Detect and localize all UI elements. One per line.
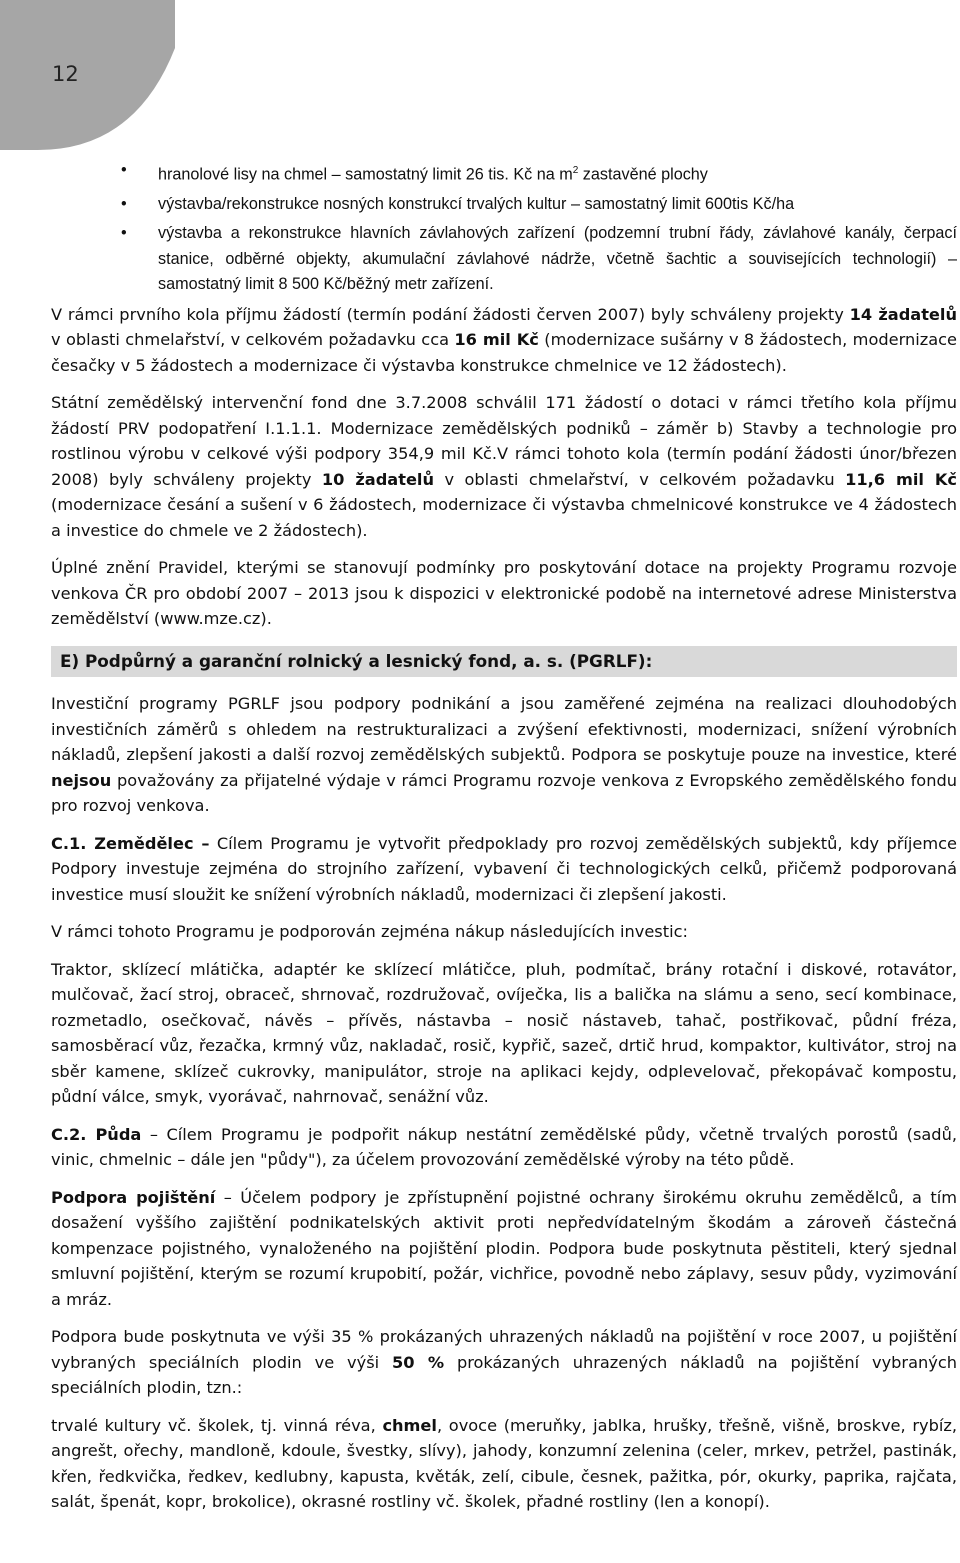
- list-item: • hranolové lisy na chmel – samostatný limit 26 tis. Kč na $m^2$ zastavěné plochy: [51, 158, 957, 188]
- paragraph-crops: trvalé kultury vč. školek, tj. vinná réva, chmel, ovoce (meruňky, jablka, hrušky, třešně, višně, broskve, rybíz, angrešt, ořechy, mandloně, kdoule, švestky, slívy), jahody, konzumní zelenina (celer, mrkev, petržel, pastinák, křen, ředkvička, ředkev, kedlubny, kapusta, květák, zelí, cibule, česnek, pažitka, pór, okurky, paprika, rajčata, salát, špenát, kopr, brokolice), okrasné rostliny vč. školek, přadné rostliny (len a konopí).: [51, 1415, 957, 1512]
- page-number: 12: [52, 62, 79, 86]
- paragraph-szif: Státní zemědělský intervenční fond dne 3.7.2008 schválil 171 žádostí o dotaci v rámci třetího kola příjmu žádostí PRV podopatření I.1.1.1. Modernizace zemědělských podniků – záměr b) Stavby a technologie pro rostlinou výrobu v celkové výši podpory 354,9 mil Kč.V rámci tohoto kola (termín podání žádosti únor/březen 2008) byly schváleny projekty 10 žadatelů v oblasti chmelařství, v celkovém požadavku 11,6 mil Kč (modernizace česání a sušení v 6 žádostech, modernizace či výstavba chmelnicové konstrukce ve 4 žádostech a investice do chmele ve 2 žádostech).: [51, 393, 957, 540]
- paragraph-investments-intro: V rámci tohoto Programu je podporován zejména nákup následujících investic:: [51, 922, 688, 942]
- paragraph-rules: Úplné znění Pravidel, kterými se stanovují podmínky pro poskytování dotace na projekty Programu rozvoje venkova ČR pro období 2007 – 2013 jsou k dispozici v elektronické podobě na internetové adrese Ministerstva zemědělství (www.mze.cz).: [51, 558, 957, 629]
- paragraph-pgrlf: Investiční programy PGRLF jsou podpory podnikání a jsou zaměřené zejména na realizaci dlouhodobých investičních záměrů s ohledem na restrukturalizaci a zvýšení efektivnosti, modernizaci, snížení výrobních nákladů, zlepšení jakosti a další rozvoj zemědělských subjektů. Podpora se poskytuje pouze na investice, které nejsou považovány za přijatelné výdaje v rámci Programu rozvoje venkova z Evropského zemědělského fondu pro rozvoj venkova.: [51, 694, 957, 816]
- paragraph-first-round: V rámci prvního kola příjmu žádostí (termín podání žádosti červen 2007) byly schváleny projekty 14 žadatelů v oblasti chmelařství, v celkovém požadavku cca 16 mil Kč (modernizace sušárny v 8 žádostech, modernizace česačky v 5 žádostech a modernizace či výstavba konstrukce chmelnice ve 12 žádostech).: [51, 304, 957, 375]
- list-item: • výstavba/rekonstrukce nosných konstrukcí trvalých kultur – samostatný limit 600tis Kč/ha: [51, 192, 957, 218]
- paragraph-insurance: Podpora pojištění – Účelem podpory je zpřístupnění pojistné ochrany širokému okruhu zemědělců, a tím dosažení vyššího zajištění podnikatelských aktivit proti nepředvídatelným škodám a zároveň částečná kompenzace pojistného, vynaloženého na pojištění plodin. Podpora bude poskytnuta pěstiteli, který sjednal smluvní pojištění, kterým se rozumí krupobití, požár, vichřice, povodně nebo záplavy, sesuv půdy, vyzimování a mráz.: [51, 1187, 957, 1309]
- bullet-list: [51, 158, 957, 298]
- paragraph-machinery-list: Traktor, sklízecí mlátička, adaptér ke sklízecí mlátičce, pluh, podmítač, brány rotační i diskové, rotavátor, mulčovač, žací stroj, obraceč, shrnovač, rozdružovač, ovíječka, lis a balička na slámu a seno, secí kombinace, rozmetadlo, osečkovač, návěs – přívěs, nástavba – nosič nástaveb, tahač, postřikovač, půdní fréza, samosběrací vůz, řezačka, krmný vůz, nakladač, rosič, kypřič, sazeč, drtič hrud, kompaktor, kultivátor, stroj na sběr kamene, sklízeč cukrovky, manipulátor, stroje na aplikaci kejdy, odplevelovač, překopávač kompostu, půdní válce, smyk, vyorávač, nahrnovač, senážní vůz.: [51, 959, 957, 1107]
- list-item: • výstavba a rekonstrukce hlavních závlahových zařízení (podzemní trubní řády, závlahové kanály, čerpací stanice, odběrné objekty, akumulační závlahové nádrže, včetně šachtic a souvisejících technologií) – samostatný limit 8 500 Kč/běžný metr zařízení.: [51, 221, 957, 298]
- section-heading: E) Podpůrný a garanční rolnický a lesnický fond, a. s. (PGRLF):: [51, 646, 957, 678]
- paragraph-c1: C.1. Zemědělec – Cílem Programu je vytvořit předpoklady pro rozvoj zemědělských subjektů, kdy příjemce Podpory investuje zejména do strojního zařízení, vybavení či technologických celků, přičemž podporovaná investice musí sloužit ke snížení výrobních nákladů, modernizaci či zlepšení jakosti.: [51, 833, 957, 904]
- paragraph-insurance-rate: Podpora bude poskytnuta ve výši 35 % prokázaných uhrazených nákladů na pojištění v roce 2007, u pojištění vybraných speciálních plodin ve výši 50 % prokázaných uhrazených nákladů na pojištění vybraných speciálních plodin, tzn.:: [51, 1327, 957, 1398]
- paragraph-c2: C.2. Půda – Cílem Programu je podpořit nákup nestátní zemědělské půdy, včetně trvalých porostů (sadů, vinic, chmelnic – dále jen "půdy"), za účelem provozování zemědělské výroby na této půdě.: [51, 1124, 957, 1170]
- page-corner-decoration: [0, 0, 175, 150]
- document-body: [51, 158, 957, 1527]
